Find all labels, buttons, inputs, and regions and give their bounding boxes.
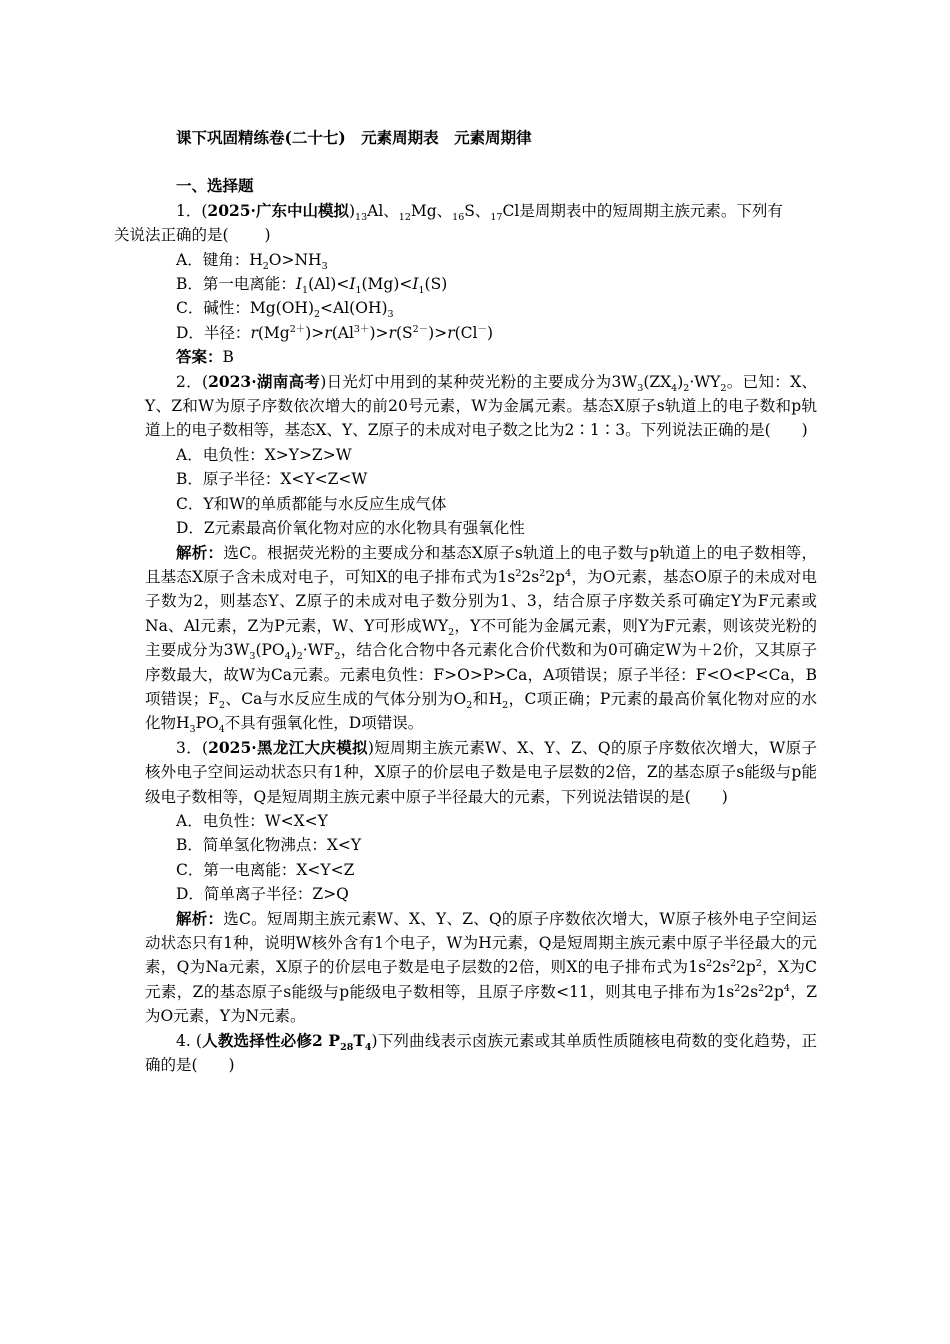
question-1-answer: 答案：B (176, 347, 234, 367)
question-3-option-d: D．简单离子半径：Z>Q (176, 885, 349, 904)
question-3-option-c: C．第一电离能：X<Y<Z (176, 860, 355, 879)
question-1-source: 2025·广东中山模拟 (207, 200, 349, 220)
question-1-option-b: B．第一电离能：$I_1(Al)<I_1(Mg)<I_1(S)$ (176, 275, 448, 297)
question-2-option-c: C．Y和W的单质都能与水反应生成气体 (176, 494, 447, 513)
question-2-stem: 2．(2023·湖南高考)日光灯中用到的某种荧光粉的主要成分为$3W_3(ZX_4)_2\cdot WY_2$。已知：X、Y、Z和W为原子序数依次增大的前20号元素，W为金属元素。基态X原子s轨道上的电子数和p轨道上的电子数相等，基态X、Y、Z原子的未成对电子数之比为2∶1∶3。下列说法正确的是( ) (145, 371, 817, 440)
question-3-stem: 3．(2025·黑龙江大庆模拟)短周期主族元素W、X、Y、Z、Q的原子序数依次增大，W原子核外电子空间运动状态只有1种，X原子的价层电子数是电子层数的2倍，Z的基态原子s能级与p能级电子数相等，Q是短周期主族元素中原子半径最大的元素，下列说法错误的是( ) (145, 737, 817, 806)
question-1-stem: 1．(2025·广东中山模拟)$_{13}Al$、$_{12}$Mg、$_{16}$S、$_{17}$Cl是周期表中的短周期主族元素。下列有 关说法正确的是( ) (114, 200, 783, 245)
question-3-option-b: B．简单氢化物沸点：X<Y (176, 836, 362, 855)
question-3-option-a: A．电负性：W<X<Y (176, 811, 328, 830)
question-1-option-a: A．键角：$H_2O>NH_3$ (176, 250, 328, 272)
question-2-option-a: A．电负性：X>Y>Z>W (176, 445, 352, 464)
question-2-option-d: D．Z元素最高价氧化物对应的水化物具有强氧化性 (176, 519, 525, 538)
question-2-analysis: 解析：选C。根据荧光粉的主要成分和基态X原子s轨道上的电子数与p轨道上的电子数相等，且基态X原子含未成对电子，可知X的电子排布式为$1s^22s^22p^4$，为O元素，基态O原子的未成对电子数为2，则基态Y、Z原子的未成对电子数分别为1、3，结合原子序数关系可确定Y为F元素或Na、Al元素，Z为P元素，W、Y可形成$WY_2$，Y不可能为金属元素，则Y为F元素，则该荧光粉的主要成分为$3W_3(PO_4)_2\cdot WF_2$，结合化合物中各元素化合价代数和为0可确定W为＋2价，又其原子序数最大，故W为Ca元素。元素电负性：F>O>P>Ca，A项错误；原子半径：F<O<P<Ca，B项错误；$F_2$、Ca与水反应生成的气体分别为$O_2$和$H_2$，C项正确；P元素的最高价氧化物对应的水化物$H_3PO_4$不具有强氧化性，D项错误。 (145, 542, 817, 736)
question-2-source: 2023·湖南高考 (208, 371, 321, 391)
question-4-source: 人教选择性必修2 $P_{28}T_4$ (201, 1030, 372, 1053)
section-heading: 一、选择题 (176, 176, 254, 196)
question-2-option-b: B．原子半径：X<Y<Z<W (176, 470, 368, 489)
question-3-analysis: 解析：选C。短周期主族元素W、X、Y、Z、Q的原子序数依次增大，W原子核外电子空间运动状态只有1种，说明W核外含有1个电子，W为H元素，Q是短周期主族元素中原子半径最大的元素，Q为Na元素，X原子的价层电子数是电子层数的2倍，则X的电子排布式为$1s^22s^22p^2$，X为C元素，Z的基态原子s能级与p能级电子数相等，且原子序数<11，则其电子排布为$1s^22s^22p^4$，Z为O元素，Y为N元素。 (145, 908, 818, 1026)
question-4-stem: 4. (人教选择性必修2 $P_{28}T_4$)下列曲线表示卤族元素或其单质性质随核电荷数的变化趋势，正确的是( ) (145, 1030, 818, 1075)
question-1-option-d: D．半径：$r(Mg^{2+})>r(Al^{3+})>r(S^{2-})>r(Cl^-)$ (176, 323, 494, 342)
question-3-source: 2025·黑龙江大庆模拟 (208, 737, 368, 757)
document-page (114, 126, 818, 1077)
question-1-option-c: C．碱性：$Mg(OH)_2<Al(OH)_3$ (176, 299, 394, 321)
page-title: 课下巩固精练卷(二十七) 元素周期表 元素周期律 (176, 128, 532, 147)
